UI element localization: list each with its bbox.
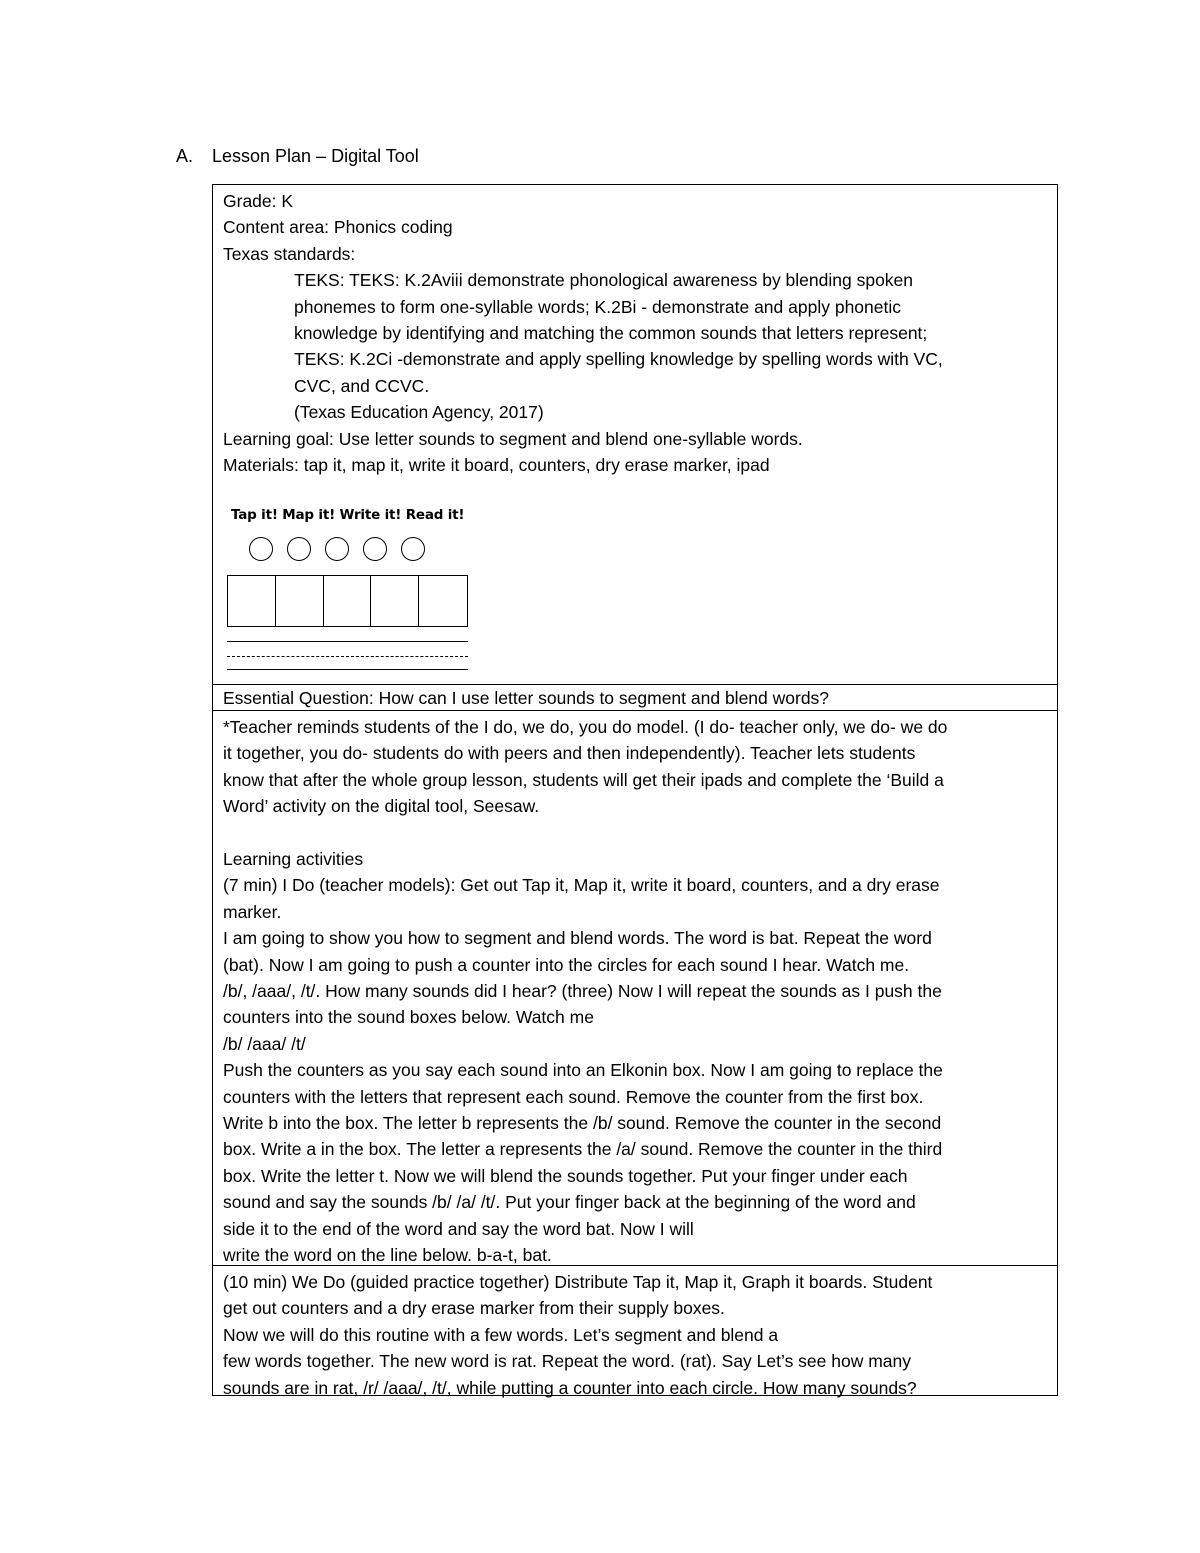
intro-line: it together, you do- students do with peers and then independently). Teacher lets students bbox=[223, 743, 916, 764]
elkonin-box bbox=[324, 576, 372, 626]
we-do-line: few words together. The new word is rat. Repeat the word. (rat). Say Let’s see how many bbox=[223, 1351, 912, 1372]
grade: Grade: K bbox=[223, 191, 294, 211]
writing-line-bottom bbox=[227, 669, 468, 670]
essential-question-cell bbox=[213, 685, 1057, 711]
section-title: Lesson Plan – Digital Tool bbox=[212, 146, 419, 166]
we-do-line: (10 min) We Do (guided practice together) Distribute Tap it, Map it, Graph it boards. Student bbox=[223, 1272, 933, 1292]
content-area: Content area: Phonics coding bbox=[223, 217, 453, 238]
standards-line: phonemes to form one-syllable words; K.2Bi - demonstrate and apply phonetic bbox=[294, 296, 901, 317]
we-do-line: sounds are in rat, /r/ /aaa/, /t/, while putting a counter into each circle. How many sounds? bbox=[223, 1377, 917, 1398]
intro-line: Word’ activity on the digital tool, Seesaw. bbox=[223, 796, 540, 817]
materials: Materials: tap it, map it, write it board, counters, dry erase marker, ipad bbox=[223, 455, 770, 476]
standards-label: Texas standards: bbox=[223, 243, 356, 264]
activity-line: box. Write a in the box. The letter a represents the /a/ sound. Remove the counter in the third bbox=[223, 1139, 943, 1160]
sound-circle bbox=[287, 537, 311, 561]
activity-line: Push the counters as you say each sound into an Elkonin box. Now I am going to replace the bbox=[223, 1060, 943, 1081]
activity-line: marker. bbox=[223, 901, 282, 922]
standards-line: TEKS: K.2Ci -demonstrate and apply spelling knowledge by spelling words with VC, bbox=[294, 349, 943, 370]
sound-circle bbox=[249, 537, 273, 561]
activity-line: I am going to show you how to segment and blend words. The word is bat. Repeat the word bbox=[223, 928, 932, 949]
intro-line: *Teacher reminds students of the I do, we do, you do model. (I do- teacher only, we do- we do bbox=[223, 717, 948, 737]
sound-circle bbox=[363, 537, 387, 561]
we-do-line: get out counters and a dry erase marker from their supply boxes. bbox=[223, 1298, 725, 1319]
activity-line: (7 min) I Do (teacher models): Get out Tap it, Map it, write it board, counters, and a dry erase bbox=[223, 875, 940, 896]
i-do-cell bbox=[213, 711, 1057, 1266]
activity-line: Write b into the box. The letter b represents the /b/ sound. Remove the counter in the second bbox=[223, 1113, 942, 1134]
activity-line: counters into the sound boxes below. Watch me bbox=[223, 1007, 594, 1028]
learning-goal: Learning goal: Use letter sounds to segment and blend one-syllable words. bbox=[223, 428, 803, 449]
activity-line: box. Write the letter t. Now we will blend the sounds together. Put your finger under each bbox=[223, 1165, 908, 1186]
elkonin-box bbox=[419, 576, 467, 626]
elkonin-boxes bbox=[227, 575, 468, 627]
activities-heading: Learning activities bbox=[223, 849, 364, 870]
lesson-info-cell bbox=[213, 185, 1057, 685]
activity-line: counters with the letters that represent each sound. Remove the counter from the first box. bbox=[223, 1086, 924, 1107]
section-number: A. bbox=[176, 146, 194, 166]
essential-question: Essential Question: How can I use letter sounds to segment and blend words? bbox=[223, 688, 830, 708]
section-heading bbox=[176, 143, 419, 169]
elkonin-box bbox=[371, 576, 419, 626]
writing-line-top bbox=[227, 641, 468, 642]
writing-line-middle bbox=[227, 656, 468, 657]
activity-line: side it to the end of the word and say the word bat. Now I will bbox=[223, 1218, 694, 1239]
we-do-line: Now we will do this routine with a few words. Let’s segment and blend a bbox=[223, 1324, 779, 1345]
standards-citation: (Texas Education Agency, 2017) bbox=[294, 402, 544, 423]
standards-line: CVC, and CCVC. bbox=[294, 375, 430, 396]
intro-line: know that after the whole group lesson, students will get their ipads and complete the ‘Build a bbox=[223, 769, 944, 790]
we-do-cell bbox=[213, 1266, 1057, 1396]
tap-map-write-board bbox=[227, 507, 477, 670]
sound-circles bbox=[249, 537, 477, 567]
sound-circle bbox=[325, 537, 349, 561]
activity-line: sound and say the sounds /b/ /a/ /t/. Put your finger back at the beginning of the word and bbox=[223, 1192, 916, 1213]
board-title: Tap it! Map it! Write it! Read it! bbox=[231, 507, 465, 523]
activity-line: (bat). Now I am going to push a counter into the circles for each sound I hear. Watch me. bbox=[223, 954, 910, 975]
elkonin-box bbox=[276, 576, 324, 626]
activity-line: /b/, /aaa/, /t/. How many sounds did I hear? (three) Now I will repeat the sounds as I push the bbox=[223, 981, 942, 1002]
sound-circle bbox=[401, 537, 425, 561]
activity-line: /b/ /aaa/ /t/ bbox=[223, 1033, 306, 1054]
activity-line: write the word on the line below. b-a-t, bat. bbox=[223, 1245, 552, 1266]
lesson-plan-table bbox=[212, 184, 1058, 1396]
elkonin-box bbox=[228, 576, 276, 626]
standards-line: TEKS: TEKS: K.2Aviii demonstrate phonological awareness by blending spoken bbox=[294, 270, 914, 291]
standards-line: knowledge by identifying and matching the common sounds that letters represent; bbox=[294, 323, 928, 344]
